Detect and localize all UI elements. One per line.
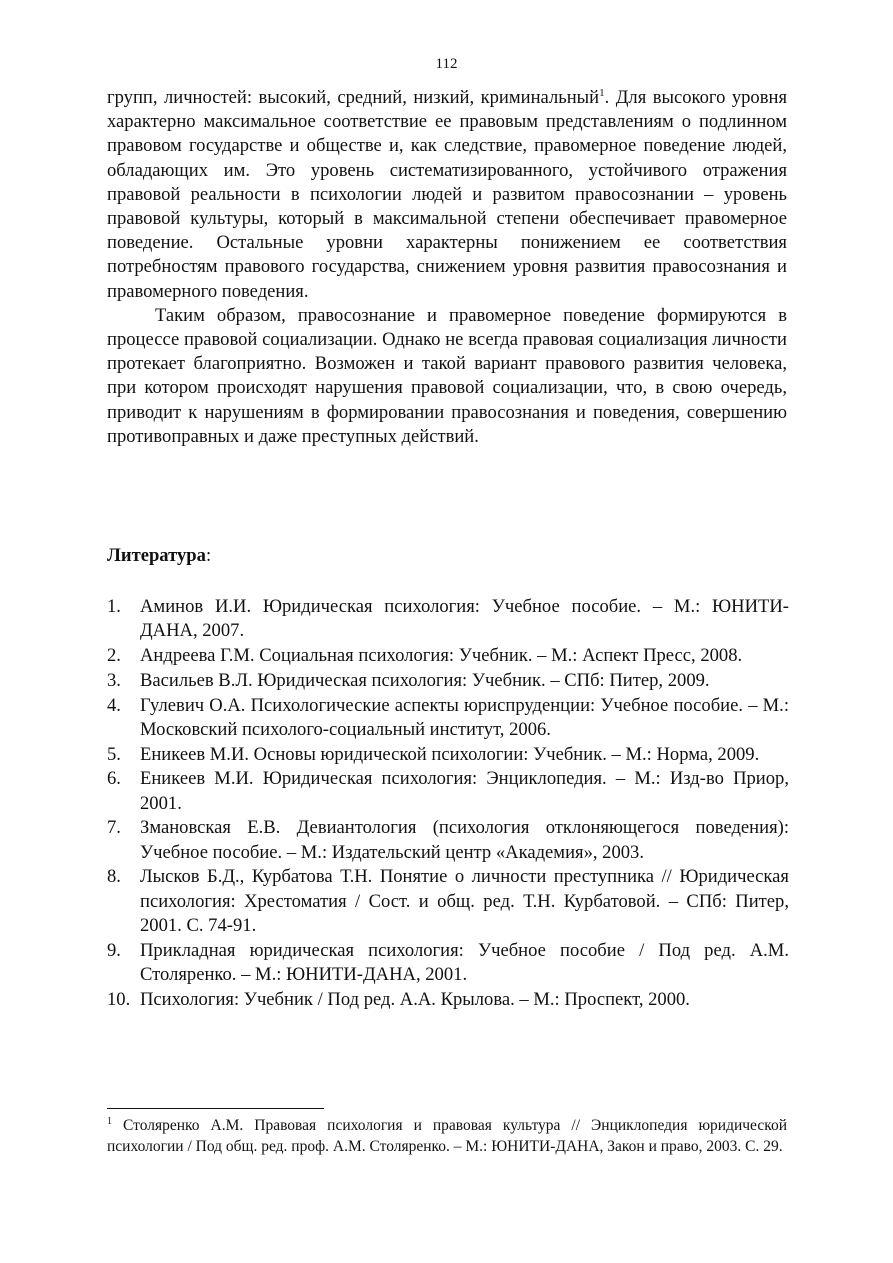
- reference-number: 5.: [107, 743, 121, 765]
- reference-text: Прикладная юридическая психология: Учебное пособие / Под ред. А.М. Столяренко. – М.: ЮНИТИ-ДАНА, 2001.: [140, 939, 789, 985]
- main-text: [107, 86, 787, 449]
- reference-number: 4.: [107, 694, 121, 716]
- reference-item: [107, 743, 789, 767]
- reference-text: Аминов И.И. Юридическая психология: Учебное пособие. – М.: ЮНИТИ-ДАНА, 2007.: [140, 596, 789, 642]
- reference-text: Психология: Учебник / Под ред. А.А. Крылова. – М.: Проспект, 2000.: [140, 988, 690, 1010]
- reference-item: [107, 865, 789, 938]
- reference-text: Еникеев М.И. Юридическая психология: Энциклопедия. – М.: Изд-во Приор, 2001.: [140, 768, 789, 814]
- reference-item: [107, 644, 789, 668]
- paragraph-1-text: групп, личностей: высокий, средний, низкий, криминальный: [107, 87, 600, 108]
- reference-number: 7.: [107, 817, 121, 839]
- reference-number: 2.: [107, 645, 121, 666]
- literature-heading: [107, 545, 211, 567]
- reference-item: [107, 939, 789, 987]
- reference-text: Гулевич О.А. Психологические аспекты юриспруденции: Учебное пособие. – М.: Московский психолого-социальный институт, 2006.: [140, 694, 789, 740]
- page-number: 112: [435, 56, 458, 72]
- reference-item: [107, 767, 789, 815]
- reference-text: Андреева Г.М. Социальная психология: Учебник. – М.: Аспект Пресс, 2008.: [140, 645, 743, 666]
- footnote-mark: 1: [107, 1115, 112, 1127]
- reference-number: 8.: [107, 866, 121, 888]
- reference-number: 6.: [107, 768, 121, 790]
- reference-item: [107, 595, 789, 643]
- reference-item: [107, 694, 789, 742]
- reference-text: Лысков Б.Д., Курбатова Т.Н. Понятие о личности преступника // Юридическая психология: Хрестоматия / Сост. и общ. ред. Т.Н. Курбатовой. – СПб: Питер, 2001. С. 74-91.: [140, 866, 789, 936]
- paragraph-1: [107, 86, 787, 304]
- reference-item: [107, 816, 789, 864]
- reference-number: 10.: [107, 988, 131, 1010]
- reference-text: Васильев В.Л. Юридическая психология: Учебник. – СПб: Питер, 2009.: [140, 669, 710, 691]
- footnote-reference[interactable]: 1: [599, 86, 605, 99]
- reference-text: Змановская Е.В. Девиантология (психология отклоняющегося поведения): Учебное пособие. – М.: Издательский центр «Академия», 2003.: [140, 817, 789, 863]
- footnote: [107, 1115, 787, 1157]
- paragraph-2: Таким образом, правосознание и правомерное поведение формируются в процессе правовой социализации. Однако не всегда правовая социализация личности протекает благоприятно. Возможен и такой вариант правового развития человека, при котором происходят нарушения правовой социализации, что, в свою очередь, приводит к нарушениям в формировании правосознания и поведения, совершению противоправных и даже преступных действий.: [107, 304, 787, 447]
- reference-text: Еникеев М.И. Основы юридической психологии: Учебник. – М.: Норма, 2009.: [140, 743, 760, 765]
- footnote-separator: [107, 1108, 324, 1109]
- literature-heading-colon: :: [205, 545, 212, 566]
- reference-item: [107, 988, 789, 1012]
- footnote-text: Столяренко А.М. Правовая психология и правовая культура // Энциклопедия юридической психологии / Под общ. ред. проф. А.М. Столяренко. – М.: ЮНИТИ-ДАНА, Закон и право, 2003. С. 29.: [107, 1117, 787, 1155]
- literature-heading-title: Литература: [107, 545, 206, 566]
- reference-number: 1.: [107, 596, 121, 617]
- reference-list: [107, 595, 789, 1012]
- paragraph-1-text-continued: . Для высокого уровня характерно максимальное соответствие ее правовым представлениям о подлинном правовом государстве и обществе и, как следствие, правомерное поведение людей, обладающих им. Это уровень систематизированного, устойчивого отражения правовой реальности в психологии людей и развитом правосознании – уровень правовой культуры, который в максимальной степени обеспечивает правомерное поведение. Остальные уровни характерны понижением ее соответствия потребностям правового государства, снижением уровня развития правосознания и правомерного поведения.: [107, 87, 787, 302]
- reference-item: [107, 669, 789, 693]
- reference-number: 3.: [107, 669, 121, 691]
- reference-number: 9.: [107, 939, 121, 961]
